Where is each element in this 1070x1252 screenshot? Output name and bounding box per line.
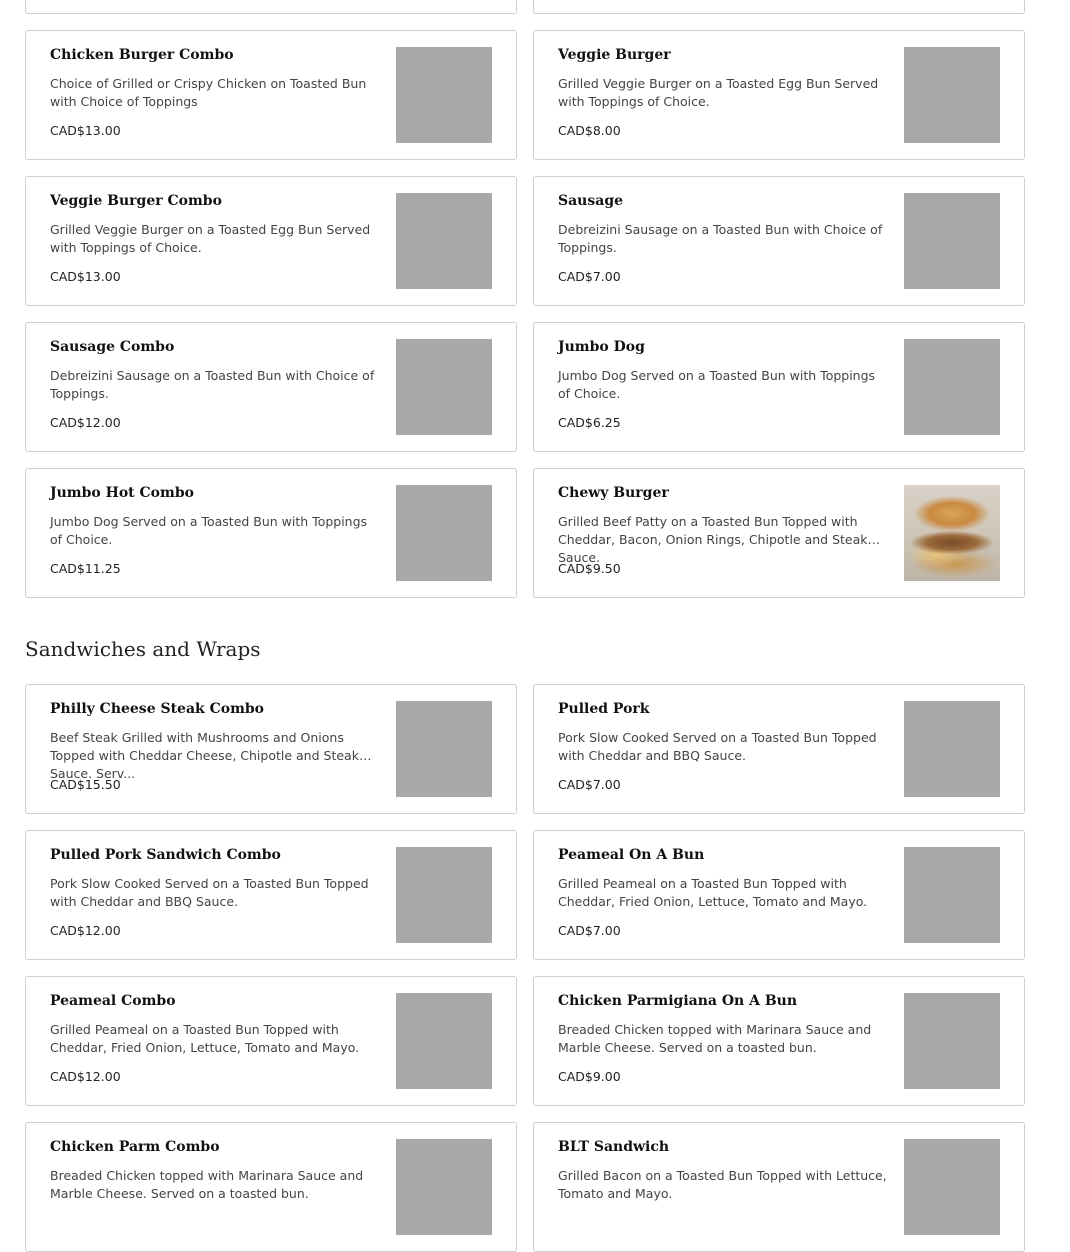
menu-item-card[interactable] bbox=[25, 322, 517, 452]
menu-item-text bbox=[50, 847, 380, 939]
menu-item-title: Jumbo Hot Combo bbox=[50, 485, 194, 501]
menu-item-description: Grilled Peameal on a Toasted Bun Topped with Cheddar, Fried Onion, Lettuce, Tomato and Mayo. bbox=[558, 876, 868, 909]
menu-item-image-placeholder bbox=[904, 847, 1000, 943]
menu-item-card[interactable] bbox=[533, 322, 1025, 452]
menu-item-title: BLT Sandwich bbox=[558, 1139, 670, 1155]
menu-item-image-placeholder bbox=[396, 47, 492, 143]
menu-item-price: CAD$12.00 bbox=[50, 415, 121, 430]
menu-item-image-placeholder bbox=[396, 339, 492, 435]
menu-item-price: CAD$9.00 bbox=[558, 1069, 621, 1084]
menu-item-image-placeholder bbox=[904, 339, 1000, 435]
menu-item-text bbox=[50, 47, 380, 139]
menu-item-price: CAD$6.25 bbox=[558, 415, 621, 430]
menu-item-card-partial[interactable] bbox=[25, 0, 517, 14]
menu-item-price: CAD$12.00 bbox=[50, 1069, 121, 1084]
menu-item-title: Jumbo Dog bbox=[558, 339, 645, 355]
menu-item-description: Breaded Chicken topped with Marinara Sauce and Marble Cheese. Served on a toasted bun. bbox=[558, 1022, 872, 1055]
menu-item-text bbox=[558, 339, 888, 431]
menu-item-title: Veggie Burger bbox=[558, 47, 671, 63]
menu-item-description: Beef Steak Grilled with Mushrooms and Onions Topped with Cheddar Cheese, Chipotle and Steak Sauce. Serv... bbox=[50, 730, 359, 781]
menu-item-price: CAD$7.00 bbox=[558, 923, 621, 938]
menu-item-title: Peameal On A Bun bbox=[558, 847, 705, 863]
menu-item-text bbox=[50, 701, 380, 793]
menu-item-text bbox=[50, 993, 380, 1085]
menu-item-image-placeholder bbox=[904, 193, 1000, 289]
menu-item-description: Breaded Chicken topped with Marinara Sauce and Marble Cheese. Served on a toasted bun. bbox=[50, 1168, 364, 1201]
menu-item-title: Chewy Burger bbox=[558, 485, 669, 501]
menu-item-card[interactable] bbox=[25, 30, 517, 160]
menu-item-description: Debreizini Sausage on a Toasted Bun with Choice of Toppings. bbox=[50, 368, 375, 401]
menu-item-title: Sausage bbox=[558, 193, 624, 209]
menu-item-image-placeholder bbox=[904, 993, 1000, 1089]
menu-item-description: Pork Slow Cooked Served on a Toasted Bun Topped with Cheddar and BBQ Sauce. bbox=[558, 730, 877, 763]
menu-item-description: Grilled Veggie Burger on a Toasted Egg Bun Served with Toppings of Choice. bbox=[558, 76, 879, 109]
menu-item-card[interactable] bbox=[533, 1122, 1025, 1252]
menu-item-title: Chicken Parmigiana On A Bun bbox=[558, 993, 798, 1009]
menu-item-title: Chicken Burger Combo bbox=[50, 47, 234, 63]
menu-grid-burgers bbox=[25, 0, 1025, 598]
menu-item-title: Veggie Burger Combo bbox=[50, 193, 222, 209]
menu-item-text bbox=[558, 193, 888, 285]
menu-item-price: CAD$13.00 bbox=[50, 123, 121, 138]
menu-item-text bbox=[558, 1139, 888, 1215]
menu-item-card[interactable] bbox=[25, 1122, 517, 1252]
menu-item-image-placeholder bbox=[396, 847, 492, 943]
menu-item-text bbox=[558, 847, 888, 939]
menu-item-price: CAD$8.00 bbox=[558, 123, 621, 138]
menu-item-text bbox=[558, 701, 888, 793]
menu-item-image-placeholder bbox=[904, 1139, 1000, 1235]
menu-item-description: Debreizini Sausage on a Toasted Bun with Choice of Toppings. bbox=[558, 222, 883, 255]
menu-item-text bbox=[558, 47, 888, 139]
menu-item-card[interactable] bbox=[533, 176, 1025, 306]
menu-item-text bbox=[558, 993, 888, 1085]
section-heading-sandwiches: Sandwiches and Wraps bbox=[25, 637, 261, 661]
menu-item-text bbox=[50, 1139, 380, 1215]
menu-item-card[interactable] bbox=[25, 976, 517, 1106]
menu-item-description: Jumbo Dog Served on a Toasted Bun with Toppings of Choice. bbox=[50, 514, 368, 547]
menu-item-description: Grilled Bacon on a Toasted Bun Topped with Lettuce, Tomato and Mayo. bbox=[558, 1168, 887, 1201]
menu-item-card[interactable] bbox=[533, 830, 1025, 960]
menu-item-description: Grilled Peameal on a Toasted Bun Topped with Cheddar, Fried Onion, Lettuce, Tomato and Mayo. bbox=[50, 1022, 360, 1055]
menu-item-card[interactable] bbox=[25, 684, 517, 814]
menu-item-image-placeholder bbox=[904, 47, 1000, 143]
menu-item-title: Pulled Pork Sandwich Combo bbox=[50, 847, 281, 863]
menu-item-title: Sausage Combo bbox=[50, 339, 175, 355]
menu-item-card[interactable] bbox=[533, 468, 1025, 598]
menu-item-description: Grilled Beef Patty on a Toasted Bun Topped with Cheddar, Bacon, Onion Rings, Chipotle and Steak Sauce. bbox=[558, 514, 868, 565]
menu-item-card[interactable] bbox=[25, 468, 517, 598]
menu-item-image-placeholder bbox=[396, 1139, 492, 1235]
menu-item-text bbox=[50, 339, 380, 431]
menu-item-text bbox=[558, 485, 888, 577]
burger-photo bbox=[904, 485, 1000, 581]
menu-item-card[interactable] bbox=[533, 30, 1025, 160]
menu-item-price: CAD$13.00 bbox=[50, 269, 121, 284]
menu-item-card[interactable] bbox=[25, 830, 517, 960]
menu-item-image-placeholder bbox=[396, 485, 492, 581]
menu-item-price: CAD$7.00 bbox=[558, 777, 621, 792]
menu-item-price: CAD$12.00 bbox=[50, 923, 121, 938]
menu-item-title: Philly Cheese Steak Combo bbox=[50, 701, 265, 717]
menu-item-price: CAD$7.00 bbox=[558, 269, 621, 284]
menu-item-description: Jumbo Dog Served on a Toasted Bun with Toppings of Choice. bbox=[558, 368, 876, 401]
menu-item-image-placeholder bbox=[396, 993, 492, 1089]
menu-grid-sandwiches bbox=[25, 684, 1025, 1252]
menu-item-price: CAD$11.25 bbox=[50, 561, 121, 576]
menu-item-title: Pulled Pork bbox=[558, 701, 650, 717]
menu-item-text bbox=[50, 485, 380, 577]
menu-item-title: Chicken Parm Combo bbox=[50, 1139, 220, 1155]
menu-item-text bbox=[50, 193, 380, 285]
menu-item-price: CAD$15.50 bbox=[50, 777, 121, 792]
menu-item-image-placeholder bbox=[904, 701, 1000, 797]
menu-item-title: Peameal Combo bbox=[50, 993, 176, 1009]
menu-item-price: CAD$9.50 bbox=[558, 561, 621, 576]
menu-item-card[interactable] bbox=[25, 176, 517, 306]
menu-item-description: Pork Slow Cooked Served on a Toasted Bun Topped with Cheddar and BBQ Sauce. bbox=[50, 876, 369, 909]
menu-item-description: Grilled Veggie Burger on a Toasted Egg Bun Served with Toppings of Choice. bbox=[50, 222, 371, 255]
menu-item-image-placeholder bbox=[396, 193, 492, 289]
menu-item-description: Choice of Grilled or Crispy Chicken on Toasted Bun with Choice of Toppings bbox=[50, 76, 367, 109]
menu-item-card[interactable] bbox=[533, 976, 1025, 1106]
menu-item-image-placeholder bbox=[396, 701, 492, 797]
menu-item-card[interactable] bbox=[533, 684, 1025, 814]
menu-item-card-partial[interactable] bbox=[533, 0, 1025, 14]
